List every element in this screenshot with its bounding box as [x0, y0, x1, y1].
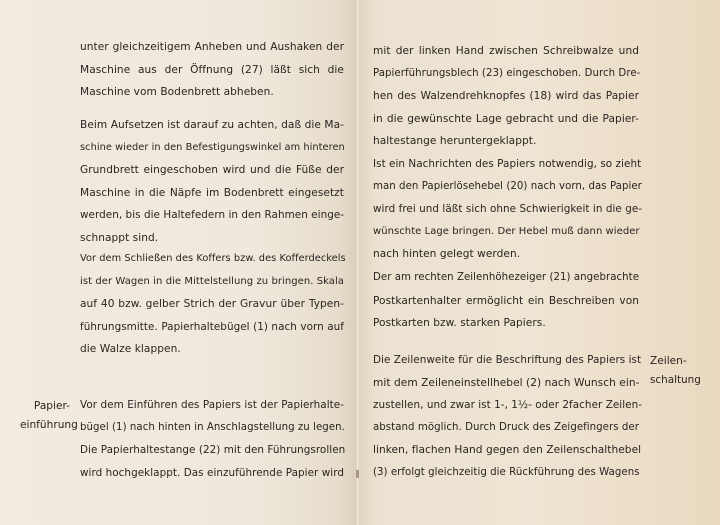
text-line: Papierführungsblech (23) eingeschoben. Durch Dre-	[373, 67, 641, 79]
left-paragraph-4	[80, 394, 344, 484]
text-line: Die Papierhaltestange (22) mit den Führungsrollen	[80, 444, 346, 456]
text-line: in die gewünschte Lage gebracht und die Papier-	[373, 112, 639, 125]
text-line: Vor dem Einführen des Papiers ist der Papierhalte-	[80, 399, 344, 411]
text-line: unter gleichzeitigem Anheben und Aushaken der	[80, 41, 344, 53]
text-line: Ist ein Nachrichten des Papiers notwendig, so zieht	[373, 158, 642, 170]
text-line: nach hinten gelegt werden.	[373, 248, 521, 260]
text-line: Grundbrett eingeschoben wird und die Füße der	[80, 164, 344, 176]
book-gutter	[356, 0, 359, 525]
text-line: (3) erfolgt gleichzeitig die Rückführung des Wagens	[373, 466, 640, 478]
text-line: wird frei und läßt sich ohne Schwierigkeit in die ge-	[373, 203, 643, 215]
text-line: Maschine aus der Öffnung (27) läßt sich die	[80, 63, 344, 76]
left-paragraph-2	[80, 114, 344, 249]
text-line: haltestange heruntergeklappt.	[373, 135, 537, 147]
text-line: führungsmitte. Papierhaltebügel (1) nach vorn auf	[80, 320, 344, 333]
text-line: linken, flachen Hand gegen den Zeilenschalthebel	[373, 444, 642, 456]
text-line: Maschine vom Bodenbrett abheben.	[80, 86, 274, 98]
right-paragraph-1	[373, 40, 639, 153]
margin-heading-line: schaltung	[650, 374, 701, 386]
text-line: man den Papierlösehebel (20) nach vorn, das Papier	[373, 180, 642, 192]
text-line: Beim Aufsetzen ist darauf zu achten, daß die Ma-	[80, 119, 344, 131]
left-paragraph-1	[80, 36, 344, 104]
text-line: schine wieder in den Befestigungswinkel am hinteren	[80, 141, 345, 153]
left-paragraph-3	[80, 248, 344, 361]
text-line: bügel (1) nach hinten in Anschlagstellung zu legen.	[80, 421, 345, 433]
text-line: werden, bis die Haltefedern in den Rahmen einge-	[80, 209, 345, 221]
text-line: ist der Wagen in die Mittelstellung zu bringen. Skala	[80, 275, 344, 287]
text-line: wünschte Lage bringen. Der Hebel muß dann wieder	[373, 225, 640, 237]
margin-heading-line: einführung	[20, 419, 78, 431]
text-line: hen des Walzendrehknopfes (18) wird das Papier	[373, 90, 639, 102]
margin-heading-zeilenschaltung	[650, 352, 701, 390]
text-line: Maschine in die Näpfe im Bodenbrett eingesetzt	[80, 186, 344, 199]
right-paragraph-3	[373, 267, 639, 335]
gutter-mark	[356, 470, 359, 478]
text-line: auf 40 bzw. gelber Strich der Gravur über Typen-	[80, 298, 344, 310]
text-line: Postkartenhalter ermöglicht ein Beschreiben von	[373, 294, 639, 307]
text-line: Postkarten bzw. starken Papiers.	[373, 317, 546, 329]
text-line: Die Zeilenweite für die Beschriftung des Papiers ist	[373, 354, 642, 366]
text-line: Der am rechten Zeilenhöhezeiger (21) angebrachte	[373, 272, 640, 283]
text-line: wird hochgeklappt. Das einzuführende Papier wird	[80, 466, 344, 479]
text-line: mit dem Zeileneinstellhebel (2) nach Wunsch ein-	[373, 376, 640, 389]
margin-heading-line: Zeilen-	[650, 355, 687, 367]
text-line: die Walze klappen.	[80, 343, 181, 355]
margin-heading-papiereinfuehrung	[20, 397, 78, 435]
text-line: Vor dem Schließen des Koffers bzw. des Kofferdeckels	[80, 253, 346, 264]
text-line: zustellen, und zwar ist 1-, 1½- oder 2facher Zeilen-	[373, 399, 643, 411]
text-line: abstand möglich. Durch Druck des Zeigefingers der	[373, 421, 639, 433]
right-paragraph-2	[373, 153, 643, 266]
text-line: schnappt sind.	[80, 231, 159, 244]
right-paragraph-4	[373, 349, 643, 484]
margin-heading-line: Papier-	[33, 400, 70, 412]
text-line: mit der linken Hand zwischen Schreibwalze und	[373, 45, 639, 57]
